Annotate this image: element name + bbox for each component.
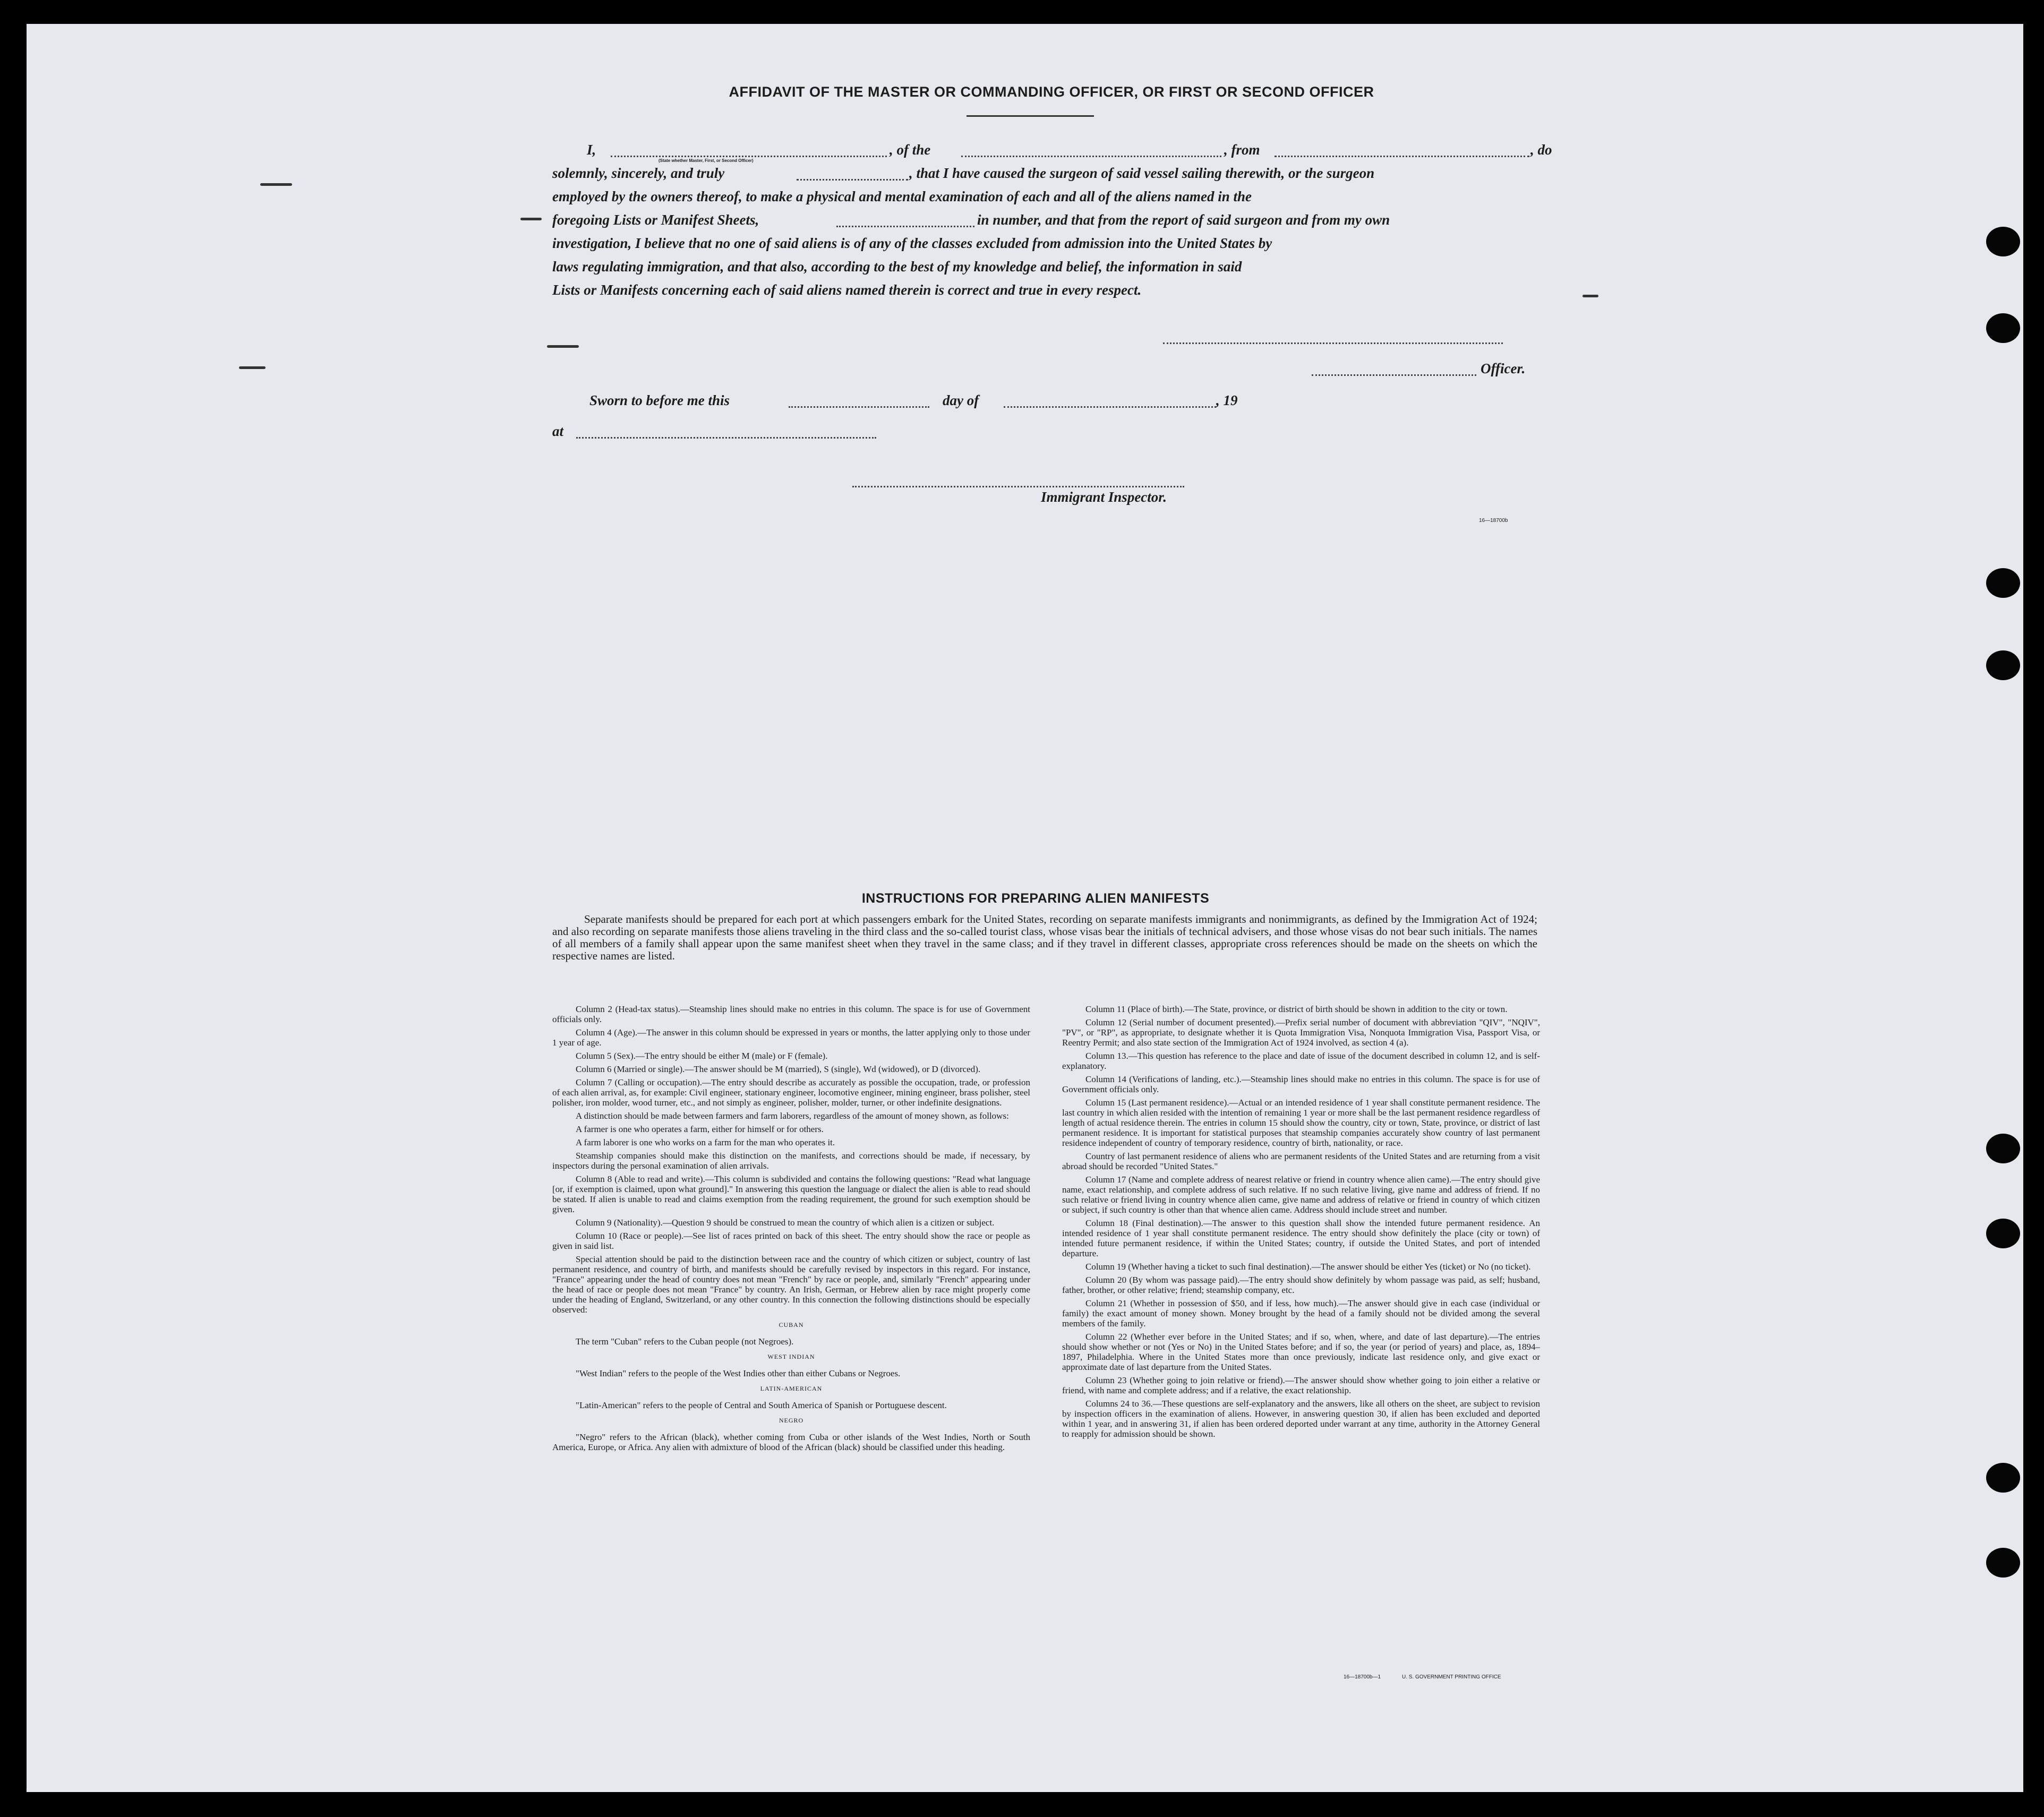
instruction-paragraph: Column 2 (Head-tax status).—Steamship lines should make no entries in this column. The space is for use of Government officials only. xyxy=(552,1004,1030,1024)
instructions-title: INSTRUCTIONS FOR PREPARING ALIEN MANIFESTS xyxy=(861,891,1210,906)
port-blank xyxy=(1275,156,1529,157)
affidavit-line6: laws regulating immigration, and that also, according to the best of my knowledge and belief, the information in said xyxy=(552,259,1242,275)
binder-hole xyxy=(1986,650,2020,680)
affidavit-do: , do xyxy=(1530,142,1552,158)
stray-mark xyxy=(260,183,292,186)
affidavit-pronoun: I, xyxy=(587,142,596,158)
west-indian-definition: "West Indian" refers to the people of the West Indies other than either Cubans or Negroes. xyxy=(576,1368,901,1378)
instruction-paragraph: Column 18 (Final destination).—The answer to this question shall show the intended future permanent residence. An intended residence of 1 year shall constitute permanent residence. The entry should show definitely the place (city or town) of intended future permanent residence, if within the United States; country, if outside the United States, and port of intended departure. xyxy=(1062,1218,1540,1258)
instruction-paragraph: Country of last permanent residence of aliens who are permanent residents of the United States and are returning from a visit abroad should be recorded "United States." xyxy=(1062,1151,1540,1171)
vessel-blank xyxy=(961,156,1221,157)
binder-hole xyxy=(1986,1548,2020,1578)
footer-form-code: 16—18700b—1 xyxy=(1344,1674,1381,1680)
binder-hole xyxy=(1986,1463,2020,1493)
instruction-paragraph: Special attention should be paid to the distinction between race and the country of which citizen or subject, country of last permanent residence, and country of birth, and manifests should be carefully revised by inspectors in this regard. For instance, "France" appearing under the head of country does not mean "French" by race or people, and, similarly "French" appearing under the head of race or people does not mean "France" by country. An Irish, German, or Hebrew alien by race might properly come under the heading of England, Switzerland, or any other country. In this connection the following distinctions should be especially observed: xyxy=(552,1254,1030,1315)
instruction-paragraph: A farmer is one who operates a farm, either for himself or for others. xyxy=(576,1124,824,1134)
affidavit-line5: investigation, I believe that no one of said aliens is of any of the classes excluded from admission into the United States by xyxy=(552,235,1272,251)
instruction-paragraph: Column 20 (By whom was passage paid).—The entry should show definitely by whom passage was paid, as self; husband, father, brother, or other relative; friend; steamship company, etc. xyxy=(1062,1275,1540,1295)
instruction-paragraph: Column 8 (Able to read and write).—This column is subdivided and contains the following questions: "Read what language [or, if exemption is claimed, upon what ground]." In answering this question the language or dialect the alien is able to read should be stated. If alien is unable to read and claims exemption from the reading requirement, the ground for such exemption should be given. xyxy=(552,1174,1030,1214)
instruction-paragraph: Column 9 (Nationality).—Question 9 should be construed to mean the country of which alien is a citizen or subject. xyxy=(576,1218,995,1228)
stray-mark xyxy=(1583,295,1598,297)
day-blank xyxy=(789,406,929,408)
affidavit-line3: employed by the owners thereof, to make a physical and mental examination of each and all of the aliens named in the xyxy=(552,188,1252,204)
affidavit-title: AFFIDAVIT OF THE MASTER OR COMMANDING OFFICER, OR FIRST OR SECOND OFFICER xyxy=(729,84,1374,100)
sworn-day-of: day of xyxy=(943,392,979,408)
officer-label: Officer. xyxy=(1481,361,1526,376)
name-blank xyxy=(611,156,887,157)
inspector-label: Immigrant Inspector. xyxy=(1041,489,1167,505)
officer-signature-line xyxy=(1163,342,1503,344)
place-blank xyxy=(576,437,876,439)
cuban-definition: The term "Cuban" refers to the Cuban people (not Negroes). xyxy=(576,1336,794,1347)
affidavit-line4-end: in number, and that from the report of said surgeon and from my own xyxy=(977,212,1390,228)
affidavit-from: , from xyxy=(1224,142,1260,158)
instruction-paragraph: Column 6 (Married or single).—The answer should be M (married), S (single), Wd (widowed), or D (divorced). xyxy=(576,1064,981,1074)
officer-signature-line-2 xyxy=(1312,374,1476,376)
instruction-paragraph: Column 7 (Calling or occupation).—The entry should describe as accurately as possible the occupation, trade, or profession of each alien arrival, as, for example: Civil engineer, stationary engineer, locomotive engineer, mining engineer, brass polisher, steel polisher, iron molder, wood turner, etc., and not simply as engineer, polisher, molder, turner, or other indefinite designations. xyxy=(552,1077,1030,1108)
instruction-paragraph: A farm laborer is one who works on a farm for the man who operates it. xyxy=(576,1137,835,1147)
oath-blank xyxy=(797,179,908,181)
stray-mark xyxy=(520,218,542,220)
subhead-west-indian: WEST INDIAN xyxy=(767,1353,815,1360)
instruction-paragraph: Column 5 (Sex).—The entry should be either M (male) or F (female). xyxy=(576,1051,828,1061)
subhead-latin-american: LATIN-AMERICAN xyxy=(760,1385,823,1392)
instruction-paragraph: Column 14 (Verifications of landing, etc.).—Steamship lines should make no entries in this column. The space is for use of Government officials only. xyxy=(1062,1074,1540,1094)
instruction-paragraph: Column 11 (Place of birth).—The State, province, or district of birth should be shown in addition to the city or town. xyxy=(1085,1004,1508,1014)
instruction-paragraph: Column 21 (Whether in possession of $50, and if less, how much).—The answer should give in each case (individual or family) the exact amount of money shown. Money brought by the head of a family should not be divided among the several members of the family. xyxy=(1062,1298,1540,1329)
instruction-paragraph: Column 22 (Whether ever before in the United States; and if so, when, where, and date of last departure).—The entries should show whether or not (Yes or No) in the United States before; and if so, the year (or period of years) and place, as, 1894–1897, Philadelphia. Where in the United States more than once previously, indicate last residence only, and give exact or approximate date of last departure from the United States. xyxy=(1062,1332,1540,1372)
binder-hole xyxy=(1986,1219,2020,1248)
instruction-paragraph: Column 19 (Whether having a ticket to such final destination).—The answer should be either Yes (ticket) or No (no ticket). xyxy=(1085,1262,1531,1272)
instruction-paragraph: A distinction should be made between farmers and farm laborers, regardless of the amount of money shown, as follows: xyxy=(576,1111,1009,1121)
affidavit-of-the: , of the xyxy=(890,142,931,158)
instruction-paragraph: Column 13.—This question has reference to the place and date of issue of the document described in column 12, and is self-explanatory. xyxy=(1062,1051,1540,1071)
instructions-intro: Separate manifests should be prepared for each port at which passengers embark for the United States, recording on separate manifests immigrants and nonimmigrants, as defined by the Immigration Act of 1924; and also recording on separate manifests those aliens traveling in the third class and the so-called tourist class, whose visas bear the initials of technical advisers, and those whose visas do not bear such initials. The names of all members of a family shall appear upon the same manifest sheet when they travel in the same class; and if they travel in different classes, appropriate cross references should be made on the sheets on which the respective names are listed. xyxy=(552,913,1537,962)
inspector-signature-line xyxy=(852,486,1184,487)
negro-definition: "Negro" refers to the African (black), whether coming from Cuba or other islands of the West Indies, North or South America, Europe, or Africa. Any alien with admixture of blood of the African (black) should be classified under this heading. xyxy=(552,1432,1030,1452)
affidavit-line7: Lists or Manifests concerning each of said aliens named therein is correct and true in every respect. xyxy=(552,282,1142,298)
document-sheet xyxy=(27,24,2023,1792)
instruction-paragraph: Column 12 (Serial number of document presented).—Prefix serial number of document with abbreviation "QIV", "NQIV", "PV", or "RP", as appropriate, to designate whether it is Quota Immigration Visa, Nonquota Immigration Visa, Passport Visa, or Reentry Permit; and also state section of the Immigration Act of 1924 involved, as section 4 (a). xyxy=(1062,1017,1540,1048)
binder-hole xyxy=(1986,568,2020,598)
instruction-paragraph: Columns 24 to 36.—These questions are self-explanatory and the answers, like all others on the sheet, are subject to revision by inspection officers in the examination of aliens. However, in answering question 30, if alien has been excluded and deported within 1 year, and in answering 31, if alien has been ordered deported under warrant at any time, authority in the Attorney General to reapply for admission should be shown. xyxy=(1062,1399,1540,1439)
month-blank xyxy=(1004,406,1216,408)
subhead-negro: NEGRO xyxy=(779,1417,804,1424)
sworn-year: , 19 xyxy=(1216,392,1238,408)
binder-hole xyxy=(1986,313,2020,343)
binder-hole xyxy=(1986,1134,2020,1163)
instruction-paragraph: Column 4 (Age).—The answer in this column should be expressed in years or months, the latter applying only to those under 1 year of age. xyxy=(552,1027,1030,1048)
at-label: at xyxy=(552,423,564,439)
affidavit-solemnly: solemnly, sincerely, and truly xyxy=(552,165,725,181)
instruction-paragraph: Column 10 (Race or people).—See list of races printed on back of this sheet. The entry should show the race or people as given in said list. xyxy=(552,1231,1030,1251)
stray-mark xyxy=(547,345,579,348)
number-blank xyxy=(836,226,974,227)
form-number: 16—18700b xyxy=(1479,518,1508,524)
affidavit-line2-end: , that I have caused the surgeon of said vessel sailing therewith, or the surgeon xyxy=(909,165,1375,181)
footer-printer: U. S. GOVERNMENT PRINTING OFFICE xyxy=(1402,1674,1501,1680)
officer-rank-note: (State whether Master, First, or Second Officer) xyxy=(658,158,754,163)
binder-hole xyxy=(1986,227,2020,256)
affidavit-line4-start: foregoing Lists or Manifest Sheets, xyxy=(552,212,759,228)
instructions-left-column xyxy=(552,1004,1030,1456)
subhead-cuban: CUBAN xyxy=(779,1321,804,1329)
instruction-paragraph: Column 17 (Name and complete address of nearest relative or friend in country whence alien came).—The entry should give name, exact relationship, and complete address of such relative. If no such relative living, give name and address of friend. If no such relative or friend living in country whence alien came, give name and address of relative or friend in country of which citizen or subject, if such country is other than that whence alien came. Address should include street and number. xyxy=(1062,1175,1540,1215)
stray-mark xyxy=(239,366,266,369)
instruction-paragraph: Column 23 (Whether going to join relative or friend).—The answer should show whether going to join either a relative or friend, with name and complete address; and if a relative, the exact relationship. xyxy=(1062,1375,1540,1395)
instruction-paragraph: Column 15 (Last permanent residence).—Actual or an intended residence of 1 year shall constitute permanent residence. The last country in which alien resided with the intention of remaining 1 year or more shall be the last permanent residence regardless of length of actual residence therein. The entries in column 15 should show the country, city or town, State, province, or district of last permanent residence. It is important for statistical purposes that steamship companies accurately show country of last permanent residence independent of country of temporary residence, country of birth, nationality, or race. xyxy=(1062,1098,1540,1148)
sworn-text: Sworn to before me this xyxy=(589,392,730,408)
instruction-paragraph: Steamship companies should make this distinction on the manifests, and corrections should be made, if necessary, by inspectors during the personal examination of alien arrivals. xyxy=(552,1151,1030,1171)
latin-american-definition: "Latin-American" refers to the people of Central and South America of Spanish or Portuguese descent. xyxy=(576,1400,947,1410)
instructions-right-column xyxy=(1062,1004,1540,1442)
title-divider xyxy=(967,115,1094,117)
